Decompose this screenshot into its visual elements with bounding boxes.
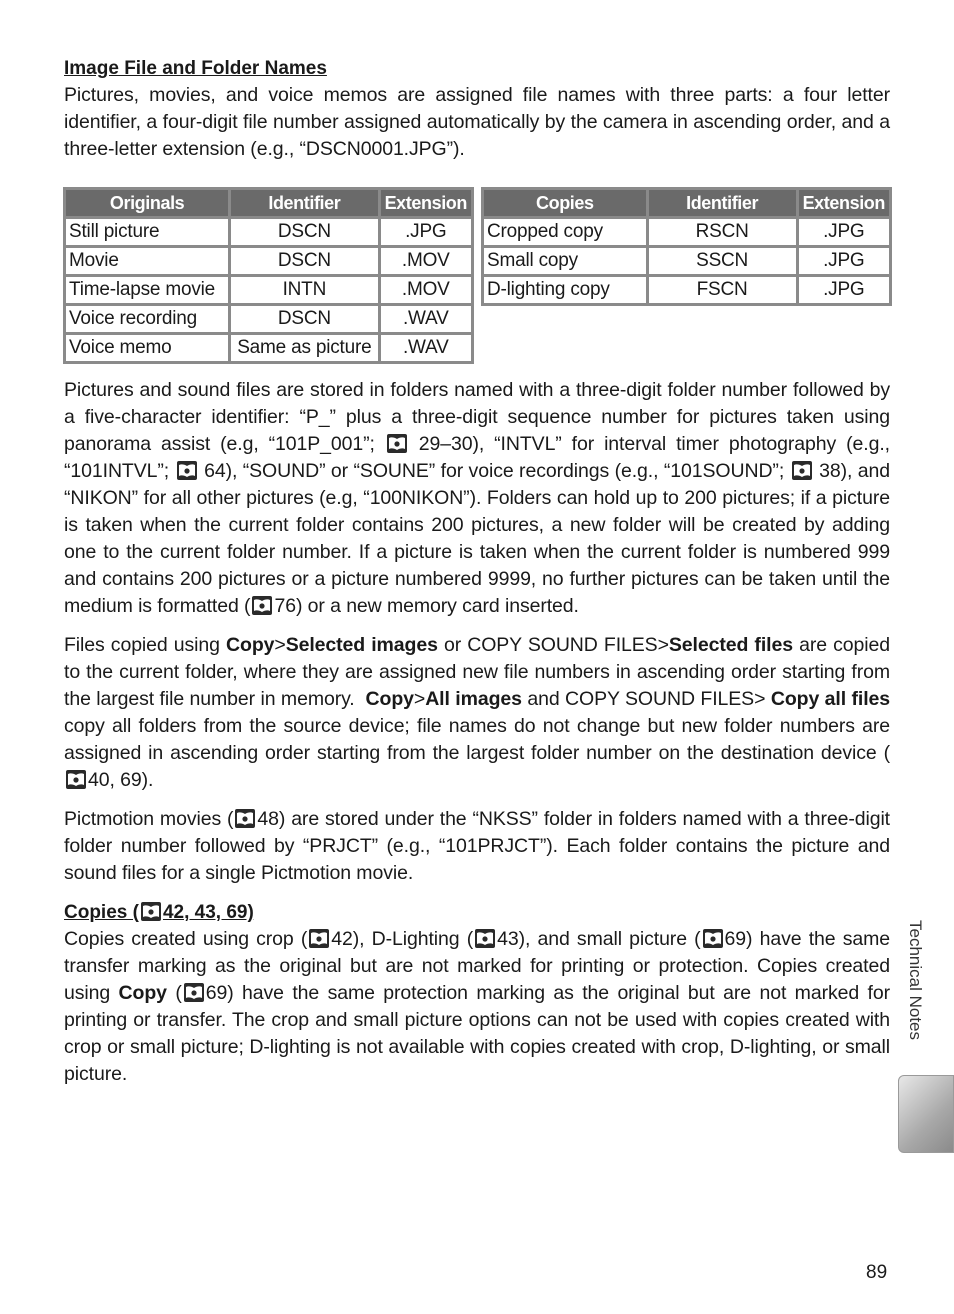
table-header-cell: Extension xyxy=(381,190,471,216)
table-cell: .JPG xyxy=(381,219,471,245)
text-run: or COPY SOUND FILES xyxy=(443,634,658,656)
text-run: 64), “SOUND” or “SOUNE” for voice recordings (e.g., “101SOUND”; xyxy=(204,460,785,482)
table-cell: Movie xyxy=(66,248,228,274)
text-run: Copies created using crop ( xyxy=(64,928,308,950)
page-reference-icon xyxy=(66,770,86,789)
menu-term: Selected files xyxy=(668,634,793,656)
table-header-cell: Copies xyxy=(484,190,646,216)
table-row xyxy=(484,248,889,274)
table-cell: SSCN xyxy=(649,248,796,274)
table-row xyxy=(66,277,471,303)
table-cell: .WAV xyxy=(381,335,471,361)
table-row xyxy=(66,248,471,274)
originals-table xyxy=(63,187,474,364)
text-run: Copies ( xyxy=(64,902,139,923)
table-header-row xyxy=(484,190,889,216)
table-cell: Voice memo xyxy=(66,335,228,361)
table-row xyxy=(66,335,471,361)
separator: > xyxy=(274,634,286,656)
table-cell: Same as picture xyxy=(231,335,377,361)
text-run: 42, 43, 69) xyxy=(162,902,254,923)
table-cell: Still picture xyxy=(66,219,228,245)
text-run: are copied to the current folder, where they are assigned new file numbers in ascending order starting from the largest file number in memory. xyxy=(64,634,890,710)
table-cell: .MOV xyxy=(381,277,471,303)
table-cell: .JPG xyxy=(799,219,889,245)
table-cell: DSCN xyxy=(231,248,377,274)
separator: > xyxy=(413,688,426,710)
page-reference-icon xyxy=(475,929,495,948)
table-cell: .JPG xyxy=(799,248,889,274)
text-run: 76) or a new memory card inserted. xyxy=(274,595,579,617)
tables-row xyxy=(64,187,890,367)
table-cell: D-lighting copy xyxy=(484,277,646,303)
page-number: 89 xyxy=(866,1262,888,1283)
text-run: 69) have the same protection marking as the original but are not marked for printing or transfer. The crop and small picture options can not be used with copies created with crop or small picture; D-lighting is not available with copies created with crop, D-lighting, or small picture. xyxy=(64,982,890,1085)
folders-paragraph xyxy=(64,377,890,620)
page-reference-icon xyxy=(309,929,329,948)
menu-term: Selected images xyxy=(285,634,438,656)
text-run: 40, 69). xyxy=(88,769,154,791)
table-cell: FSCN xyxy=(649,277,796,303)
text-run: copy all folders from the source device; file names do not change but new folder numbers are assigned in ascending order starting from the largest folder number on the destination device ( xyxy=(64,715,890,764)
table-cell: .WAV xyxy=(381,306,471,332)
table-cell: Voice recording xyxy=(66,306,228,332)
menu-term: Copy xyxy=(365,688,414,710)
separator: > xyxy=(754,688,766,710)
page-reference-icon xyxy=(184,983,204,1002)
pictmotion-paragraph xyxy=(64,806,890,887)
table-cell: .MOV xyxy=(381,248,471,274)
page-reference-icon xyxy=(141,902,161,921)
table-row xyxy=(484,277,889,303)
table-row xyxy=(66,306,471,332)
text-run: 38), and “NIKON” for all other pictures (e.g, “100NIKON”). Folders can hold up to 200 pictures; if a picture is taken when the current folder contains 200 pictures, a new folder will be created by adding one to the current folder number. If a picture is taken when the current folder is numbered 999 and contains 200 pictures or a picture numbered 9999, no further pictures can be taken until the medium is formatted ( xyxy=(64,460,891,617)
table-row xyxy=(484,219,889,245)
section-heading-file-names: Image File and Folder Names xyxy=(64,58,327,79)
table-cell: Time-lapse movie xyxy=(66,277,228,303)
copy-paragraph xyxy=(64,632,890,794)
separator: > xyxy=(657,634,669,656)
page-reference-icon xyxy=(235,809,255,828)
table-header-cell: Originals xyxy=(66,190,228,216)
side-section-label xyxy=(899,920,929,1060)
text-run: Pictures and sound files are stored in folders named with a three-digit folder number followed by a five-character identifier: “P_” plus a three-digit sequence number for pictures taken using panorama assist (e.g, “101P_001”; xyxy=(64,379,890,455)
table-cell: DSCN xyxy=(231,306,377,332)
section-thumb-tab xyxy=(898,1075,954,1153)
menu-term: Copy xyxy=(118,982,167,1004)
table-cell: Small copy xyxy=(484,248,646,274)
table-cell: INTN xyxy=(231,277,377,303)
table-header-row xyxy=(66,190,471,216)
intro-paragraph: Pictures, movies, and voice memos are assigned file names with three parts: a four letter identifier, a four-digit file number assigned automatically by the camera in ascending order, and a three-letter extension (e.g., “DSCN0001.JPG”). xyxy=(64,84,890,160)
side-label-text: Technical Notes xyxy=(906,920,925,1041)
menu-term: All images xyxy=(425,688,522,710)
text-run: 43), and small picture ( xyxy=(497,928,701,950)
text-run: ( xyxy=(175,982,182,1004)
table-cell: RSCN xyxy=(649,219,796,245)
text-run: 48) are stored under the “NKSS” folder in folders named with a three-digit folder number followed by “PRJCT” (e.g., “101PRJCT”). Each folder contains the picture and sound files for a single Pictmotion movie. xyxy=(64,808,890,884)
page-content xyxy=(64,55,890,1088)
page-reference-icon xyxy=(252,596,272,615)
menu-term: Copy all files xyxy=(770,688,891,710)
table-header-cell: Extension xyxy=(799,190,889,216)
copies-paragraph xyxy=(64,926,890,1088)
text-run: and COPY SOUND FILES xyxy=(527,688,755,710)
page-reference-icon xyxy=(703,929,723,948)
section-heading-copies xyxy=(64,899,890,926)
text-run: 69) have the same transfer marking as the original but are not marked for printing or protection. Copies created using xyxy=(64,928,890,1004)
table-cell: DSCN xyxy=(231,219,377,245)
table-cell: .JPG xyxy=(799,277,889,303)
table-header-cell: Identifier xyxy=(649,190,796,216)
table-cell: Cropped copy xyxy=(484,219,646,245)
text-run: 42), D-Lighting ( xyxy=(331,928,474,950)
text-run: 29–30), “INTVL” for interval timer photography (e.g., “101INTVL”; xyxy=(64,433,890,482)
page-reference-icon xyxy=(387,434,407,453)
text-run: Pictmotion movies ( xyxy=(64,808,234,830)
menu-term: Copy xyxy=(226,634,275,656)
page-reference-icon xyxy=(177,461,197,480)
table-header-cell: Identifier xyxy=(231,190,377,216)
copies-table xyxy=(481,187,892,306)
table-row xyxy=(66,219,471,245)
page-reference-icon xyxy=(792,461,812,480)
text-run: Files copied using xyxy=(64,634,220,656)
